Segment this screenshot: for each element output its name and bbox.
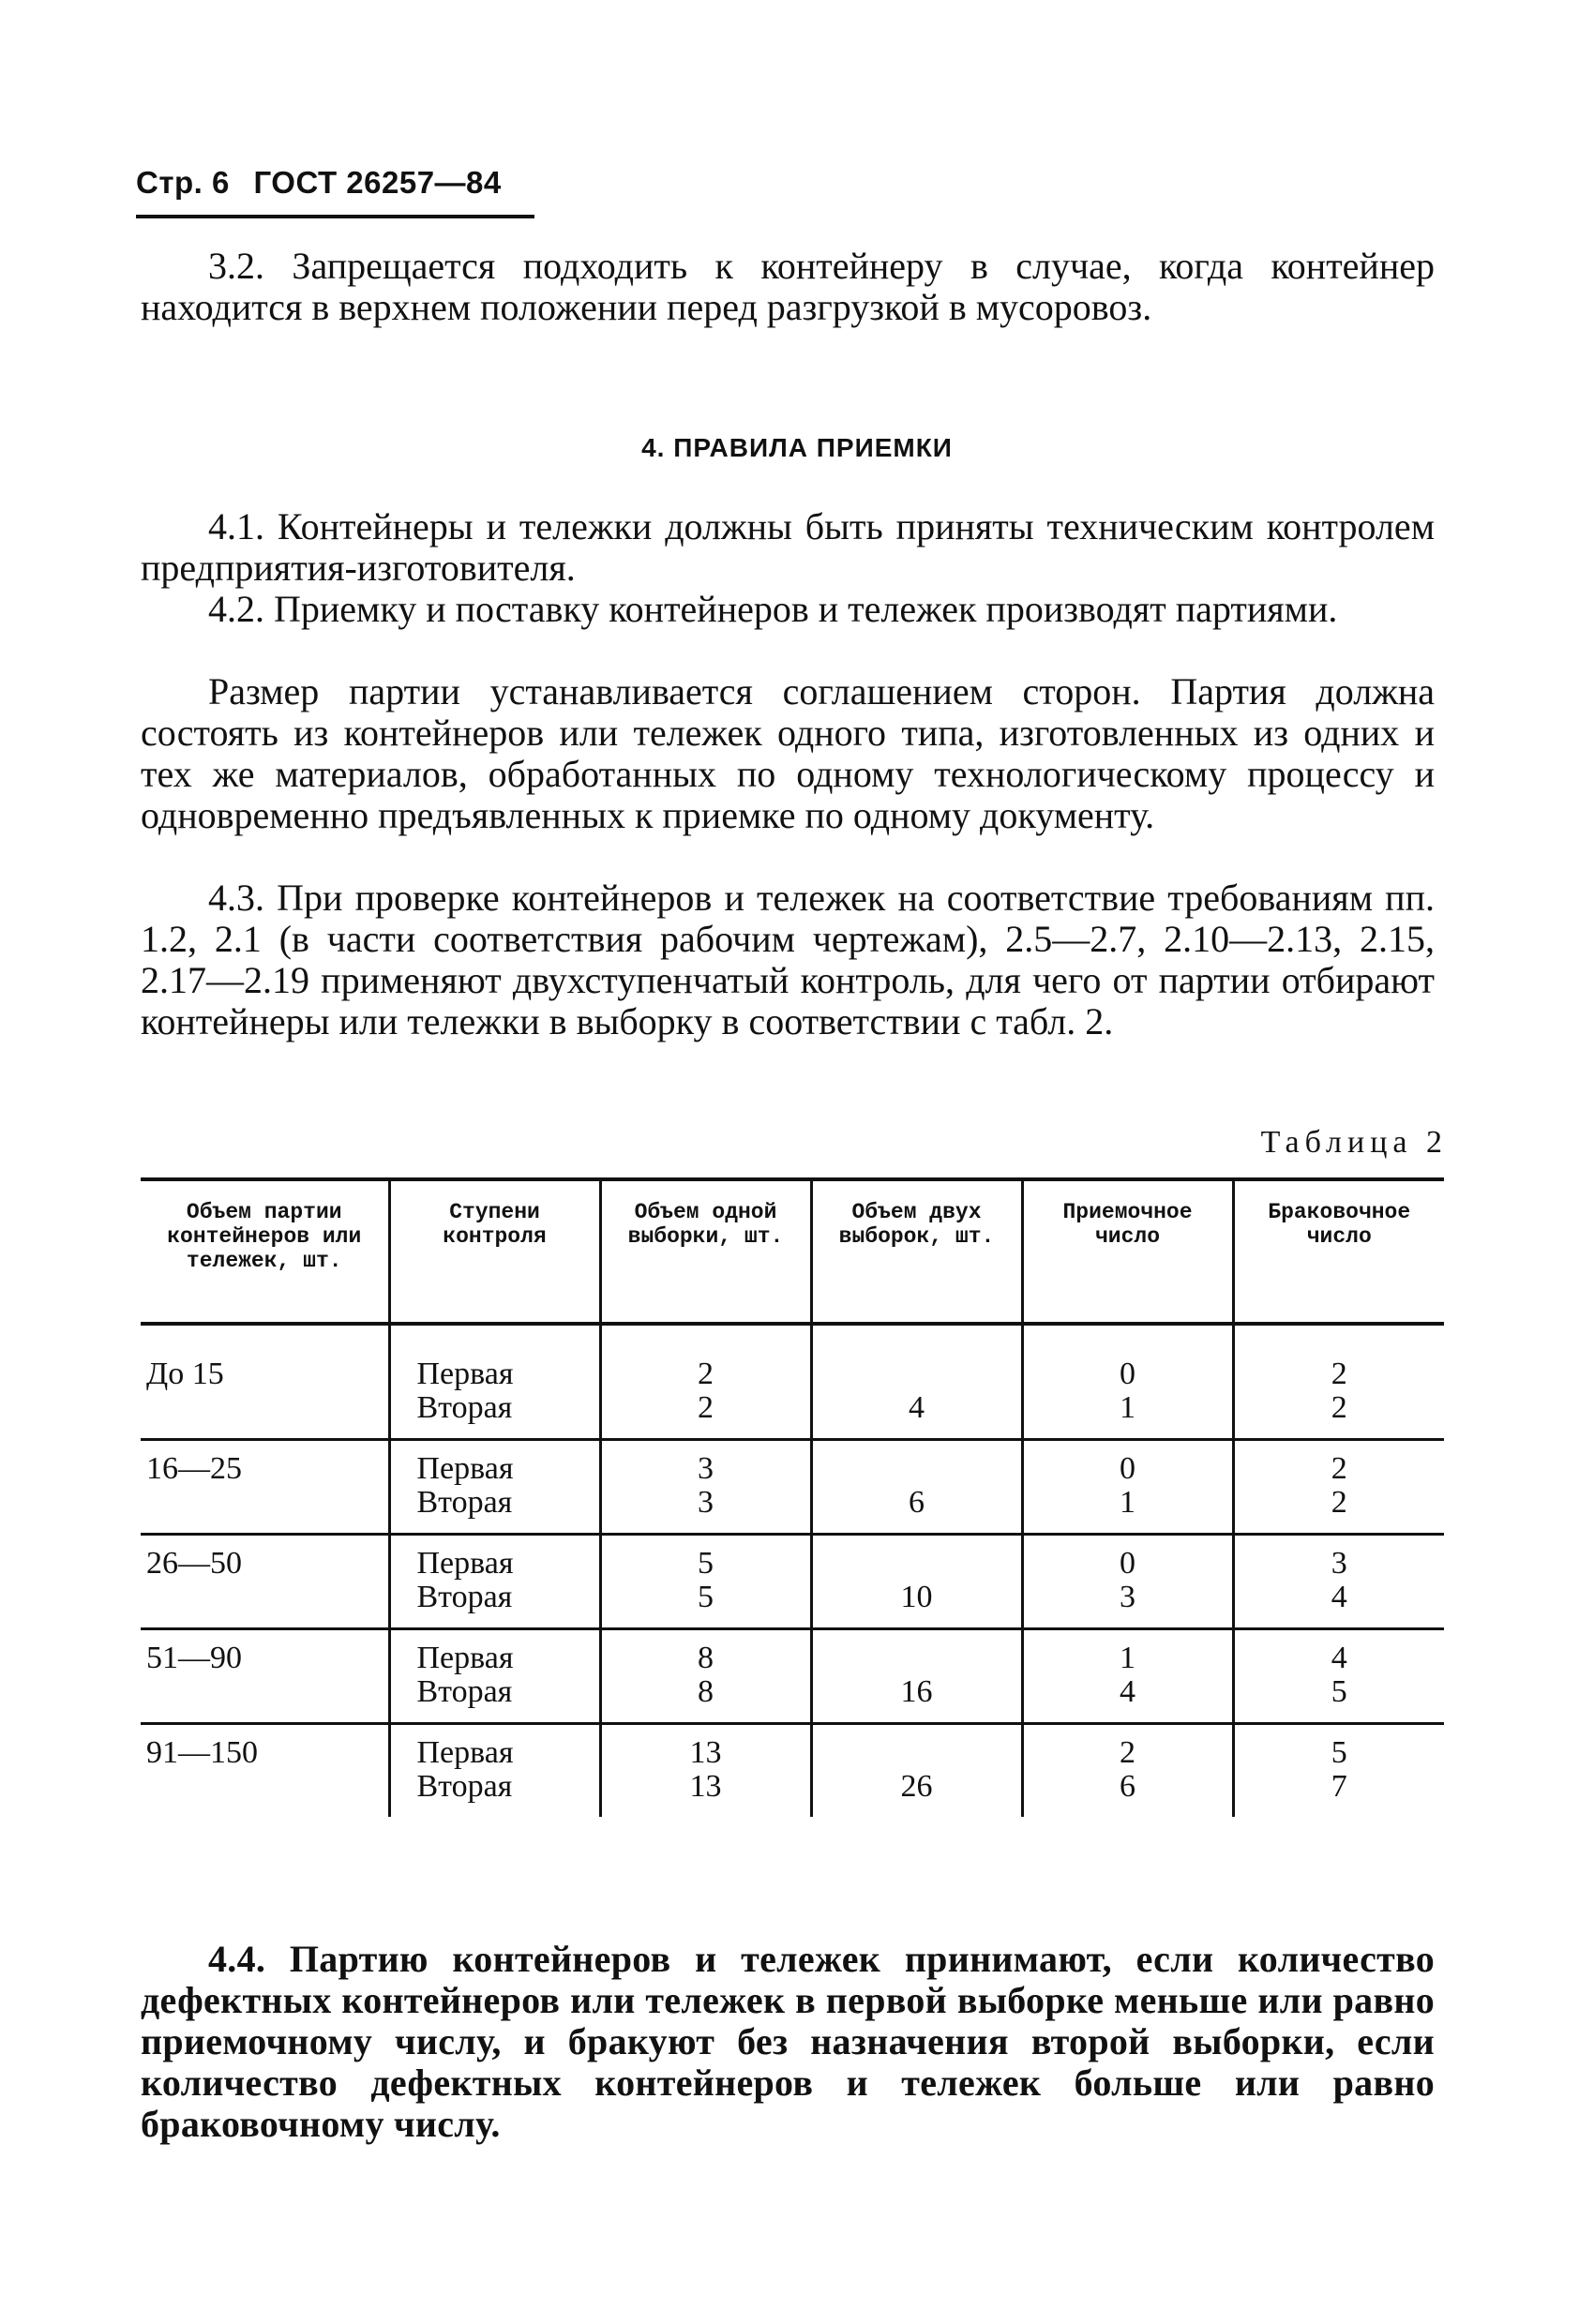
stage-second: Вторая	[416, 1485, 513, 1520]
table-row	[141, 1629, 1444, 1724]
lot-size-cell: 51—90	[141, 1629, 389, 1724]
stage-cell	[389, 1629, 600, 1724]
rejection-first: 5	[1331, 1735, 1347, 1770]
paragraph-4-2-lot-size: Размер партии устанавливается соглашением сторон. Партия должна состоять из контейнеров или тележек одного типа, изготовленных из одних и тех же материалов, обработанных по одному технологическому процессу и одновременно предъявленных к приемке по одному документу.	[141, 670, 1435, 836]
sample-size-second: 3	[698, 1485, 714, 1520]
sample-size-second: 5	[698, 1580, 714, 1614]
stage-first: Первая	[416, 1641, 514, 1675]
rejection-second: 2	[1331, 1485, 1347, 1520]
header-control-stage: Ступени контроля	[389, 1179, 600, 1324]
stage-cell	[389, 1440, 600, 1535]
sample-size-first: 2	[698, 1357, 714, 1391]
rejection-second: 7	[1331, 1769, 1347, 1804]
total-sample-cell: 16	[811, 1629, 1022, 1724]
rejection-cell	[1233, 1440, 1444, 1535]
header-acceptance-number: Приемочное число	[1022, 1179, 1233, 1324]
stage-cell	[389, 1324, 600, 1440]
total-sample-cell: 26	[811, 1724, 1022, 1818]
sample-size-cell	[600, 1535, 811, 1629]
rejection-second: 4	[1331, 1580, 1347, 1614]
lot-size-cell: 26—50	[141, 1535, 389, 1629]
table-row	[141, 1324, 1444, 1440]
acceptance-second: 3	[1120, 1580, 1135, 1614]
acceptance-first: 1	[1120, 1641, 1135, 1675]
stage-second: Вторая	[416, 1674, 513, 1709]
acceptance-first: 0	[1120, 1546, 1135, 1581]
rejection-first: 4	[1331, 1641, 1347, 1675]
lot-size-cell: 91—150	[146, 1735, 258, 1770]
rejection-cell	[1233, 1324, 1444, 1440]
rejection-second: 5	[1331, 1674, 1347, 1709]
header-two-samples-size: Объем двух выборок, шт.	[811, 1179, 1022, 1324]
paragraph-4-1: 4.1. Контейнеры и тележки должны быть приняты техническим контролем предприятия-изготовителя.	[141, 505, 1435, 589]
standard-number: ГОСТ 26257—84	[253, 165, 502, 200]
sample-size-cell	[600, 1324, 811, 1440]
sample-size-cell	[600, 1440, 811, 1535]
header-divider	[136, 215, 534, 218]
table-header-row	[141, 1179, 1444, 1324]
acceptance-first: 0	[1120, 1357, 1135, 1391]
lot-size-cell: 16—25	[141, 1440, 389, 1535]
header-single-sample-size: Объем одной выборки, шт.	[600, 1179, 811, 1324]
acceptance-second: 4	[1120, 1674, 1135, 1709]
lot-size-cell: До 15	[141, 1324, 389, 1440]
table-caption: Таблица 2	[1260, 1125, 1448, 1160]
acceptance-second: 1	[1120, 1485, 1135, 1520]
total-sample-cell: 10	[811, 1535, 1022, 1629]
page-header	[136, 165, 517, 201]
stage-second: Вторая	[416, 1390, 513, 1425]
sample-size-second: 2	[698, 1390, 714, 1425]
sample-size-cell	[600, 1629, 811, 1724]
acceptance-cell	[1022, 1724, 1233, 1818]
rejection-first: 3	[1331, 1546, 1347, 1581]
paragraph-4-2: 4.2. Приемку и поставку контейнеров и тележек производят партиями.	[208, 588, 1338, 630]
section-title: 4. ПРАВИЛА ПРИЕМКИ	[641, 433, 953, 462]
table-row	[141, 1440, 1444, 1535]
acceptance-cell	[1022, 1324, 1233, 1440]
stage-first: Первая	[416, 1546, 514, 1581]
acceptance-cell	[1022, 1629, 1233, 1724]
acceptance-first: 0	[1120, 1451, 1135, 1486]
rejection-cell	[1233, 1629, 1444, 1724]
header-lot-size: Объем партии контейнеров или тележек, шт.	[141, 1179, 389, 1324]
stage-cell	[389, 1535, 600, 1629]
rejection-first: 2	[1331, 1451, 1347, 1486]
paragraph-3-2: 3.2. Запрещается подходить к контейнеру в случае, когда контейнер находится в верхнем положении перед разгрузкой в мусоровоз.	[141, 245, 1435, 328]
table-row	[141, 1535, 1444, 1629]
sample-size-first: 13	[689, 1735, 722, 1770]
sample-size-second: 13	[689, 1769, 722, 1804]
page-label: Стр. 6	[136, 165, 230, 200]
total-sample-cell: 4	[811, 1324, 1022, 1440]
paragraph-4-4: 4.4. Партию контейнеров и тележек принимают, если количество дефектных контейнеров или тележек в первой выборке меньше или равно приемочному числу, и бракуют без назначения второй выборки, если количество дефектных контейнеров и тележек больше или равно браковочному числу.	[141, 1938, 1435, 2145]
sample-size-first: 5	[698, 1546, 714, 1581]
stage-first: Первая	[416, 1357, 514, 1391]
sample-size-second: 8	[698, 1674, 714, 1709]
acceptance-first: 2	[1120, 1735, 1135, 1770]
rejection-cell	[1233, 1535, 1444, 1629]
rejection-cell	[1233, 1724, 1444, 1818]
sample-size-first: 3	[698, 1451, 714, 1486]
paragraph-4-3: 4.3. При проверке контейнеров и тележек на соответствие требованиям пп. 1.2, 2.1 (в части соответствия рабочим чертежам), 2.5—2.7, 2.10—2.13, 2.15, 2.17—2.19 применяют двухступенчатый контроль, для чего от партии отбирают контейнеры или тележки в выборку в соответствии с табл. 2.	[141, 877, 1435, 1042]
total-sample-cell: 6	[811, 1440, 1022, 1535]
acceptance-second: 6	[1120, 1769, 1135, 1804]
sample-size-cell	[600, 1724, 811, 1818]
acceptance-second: 1	[1120, 1390, 1135, 1425]
stage-cell	[389, 1724, 600, 1818]
sample-size-first: 8	[698, 1641, 714, 1675]
stage-first: Первая	[416, 1451, 514, 1486]
stage-first: Первая	[416, 1735, 514, 1770]
acceptance-cell	[1022, 1440, 1233, 1535]
rejection-first: 2	[1331, 1357, 1347, 1391]
header-rejection-number: Браковочное число	[1233, 1179, 1444, 1324]
acceptance-table	[141, 1177, 1444, 1817]
stage-second: Вторая	[416, 1769, 513, 1804]
acceptance-cell	[1022, 1535, 1233, 1629]
table-row	[141, 1724, 1444, 1818]
stage-second: Вторая	[416, 1580, 513, 1614]
rejection-second: 2	[1331, 1390, 1347, 1425]
